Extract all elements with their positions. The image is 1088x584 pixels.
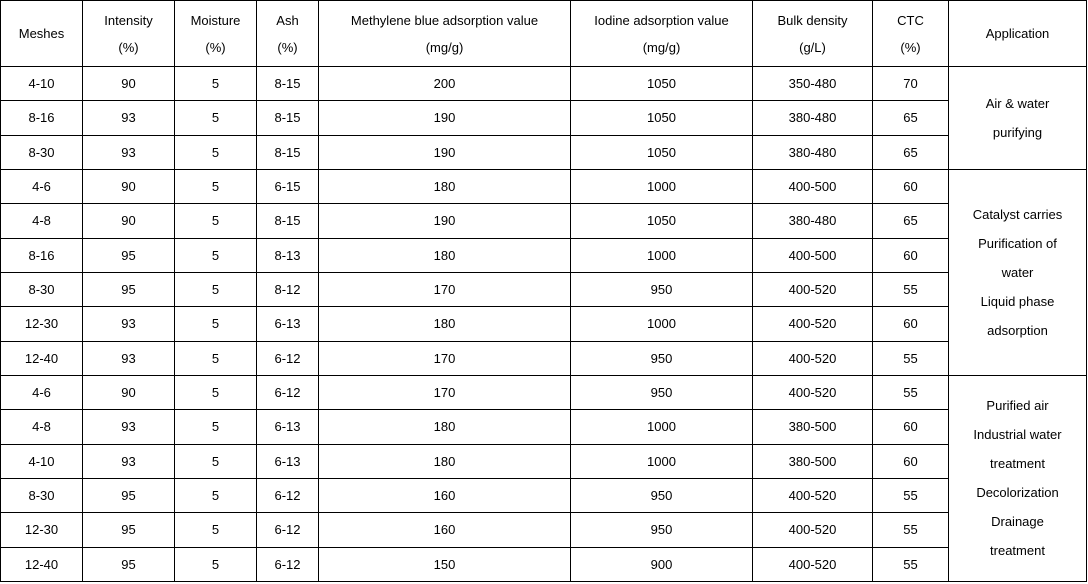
cell-ash: 6-12: [257, 547, 319, 581]
cell-bulk-density: 400-520: [753, 272, 873, 306]
cell-ctc: 65: [873, 204, 949, 238]
cell-intensity: 93: [83, 135, 175, 169]
cell-ctc: 55: [873, 547, 949, 581]
cell-ctc: 55: [873, 513, 949, 547]
cell-methylene-blue: 160: [319, 478, 571, 512]
cell-iodine: 1050: [571, 204, 753, 238]
cell-meshes: 4-10: [1, 444, 83, 478]
cell-intensity: 95: [83, 238, 175, 272]
table-row: [1, 547, 1087, 581]
header-intensity: Intensity (%): [83, 1, 175, 67]
cell-intensity: 95: [83, 547, 175, 581]
application-line: Liquid phase: [980, 293, 1055, 309]
cell-methylene-blue: 200: [319, 67, 571, 101]
cell-ash: 6-13: [257, 444, 319, 478]
cell-methylene-blue: 180: [319, 307, 571, 341]
header-methylene-blue: Methylene blue adsorption value (mg/g): [319, 1, 571, 67]
cell-intensity: 95: [83, 513, 175, 547]
cell-bulk-density: 380-500: [753, 444, 873, 478]
cell-intensity: 95: [83, 272, 175, 306]
cell-intensity: 90: [83, 169, 175, 203]
cell-methylene-blue: 190: [319, 101, 571, 135]
application-line: Air & water: [985, 95, 1050, 111]
cell-meshes: 4-6: [1, 169, 83, 203]
cell-application: [949, 67, 1087, 170]
cell-ctc: 55: [873, 272, 949, 306]
cell-moisture: 5: [175, 67, 257, 101]
cell-ash: 8-13: [257, 238, 319, 272]
cell-iodine: 1050: [571, 135, 753, 169]
cell-ash: 8-15: [257, 67, 319, 101]
application-line: adsorption: [987, 322, 1048, 338]
header-meshes: Meshes: [1, 1, 83, 67]
cell-ctc: 60: [873, 444, 949, 478]
cell-iodine: 950: [571, 375, 753, 409]
table-row: [1, 341, 1087, 375]
cell-ctc: 60: [873, 307, 949, 341]
cell-moisture: 5: [175, 204, 257, 238]
cell-ash: 8-15: [257, 135, 319, 169]
cell-ctc: 65: [873, 135, 949, 169]
table-row: [1, 135, 1087, 169]
cell-ctc: 60: [873, 410, 949, 444]
application-line: Industrial water: [973, 427, 1062, 443]
cell-moisture: 5: [175, 272, 257, 306]
cell-ash: 6-13: [257, 307, 319, 341]
header-ash: Ash (%): [257, 1, 319, 67]
table-row: [1, 272, 1087, 306]
cell-bulk-density: 380-480: [753, 204, 873, 238]
header-bulk-density: Bulk density (g/L): [753, 1, 873, 67]
cell-ctc: 65: [873, 101, 949, 135]
cell-moisture: 5: [175, 375, 257, 409]
cell-moisture: 5: [175, 307, 257, 341]
cell-application: [949, 375, 1087, 581]
cell-methylene-blue: 160: [319, 513, 571, 547]
cell-ctc: 55: [873, 375, 949, 409]
cell-bulk-density: 400-520: [753, 547, 873, 581]
cell-iodine: 950: [571, 341, 753, 375]
cell-ash: 8-12: [257, 272, 319, 306]
cell-meshes: 4-8: [1, 204, 83, 238]
cell-meshes: 4-10: [1, 67, 83, 101]
table-row: [1, 410, 1087, 444]
cell-meshes: 4-6: [1, 375, 83, 409]
cell-iodine: 1000: [571, 238, 753, 272]
cell-intensity: 90: [83, 67, 175, 101]
cell-intensity: 90: [83, 375, 175, 409]
application-line: Catalyst carries: [972, 206, 1063, 222]
cell-ash: 8-15: [257, 204, 319, 238]
header-application: Application: [949, 1, 1087, 67]
cell-iodine: 1000: [571, 410, 753, 444]
table-row: [1, 307, 1087, 341]
cell-iodine: 900: [571, 547, 753, 581]
cell-moisture: 5: [175, 478, 257, 512]
cell-methylene-blue: 180: [319, 238, 571, 272]
cell-meshes: 12-30: [1, 513, 83, 547]
cell-intensity: 93: [83, 341, 175, 375]
cell-ash: 6-13: [257, 410, 319, 444]
cell-moisture: 5: [175, 341, 257, 375]
cell-iodine: 1000: [571, 307, 753, 341]
cell-ctc: 55: [873, 341, 949, 375]
cell-bulk-density: 400-520: [753, 478, 873, 512]
cell-intensity: 95: [83, 478, 175, 512]
cell-meshes: 8-16: [1, 101, 83, 135]
cell-bulk-density: 400-500: [753, 238, 873, 272]
cell-iodine: 1000: [571, 444, 753, 478]
table-row: [1, 444, 1087, 478]
table-row: [1, 101, 1087, 135]
cell-meshes: 8-16: [1, 238, 83, 272]
cell-ash: 6-12: [257, 375, 319, 409]
cell-intensity: 93: [83, 410, 175, 444]
cell-methylene-blue: 190: [319, 204, 571, 238]
table-row: [1, 204, 1087, 238]
cell-bulk-density: 400-520: [753, 375, 873, 409]
cell-moisture: 5: [175, 169, 257, 203]
cell-ash: 8-15: [257, 101, 319, 135]
application-line: treatment: [990, 543, 1045, 559]
cell-ash: 6-12: [257, 341, 319, 375]
cell-bulk-density: 350-480: [753, 67, 873, 101]
cell-intensity: 90: [83, 204, 175, 238]
cell-moisture: 5: [175, 444, 257, 478]
cell-methylene-blue: 180: [319, 169, 571, 203]
cell-moisture: 5: [175, 135, 257, 169]
cell-bulk-density: 380-480: [753, 101, 873, 135]
cell-bulk-density: 400-520: [753, 513, 873, 547]
cell-moisture: 5: [175, 101, 257, 135]
table-row: [1, 169, 1087, 203]
table-row: [1, 375, 1087, 409]
cell-ctc: 60: [873, 169, 949, 203]
cell-intensity: 93: [83, 101, 175, 135]
application-line: Decolorization: [976, 485, 1059, 501]
cell-ctc: 70: [873, 67, 949, 101]
cell-ctc: 55: [873, 478, 949, 512]
cell-moisture: 5: [175, 547, 257, 581]
cell-meshes: 8-30: [1, 272, 83, 306]
cell-iodine: 1050: [571, 67, 753, 101]
cell-methylene-blue: 180: [319, 410, 571, 444]
application-line: treatment: [990, 456, 1045, 472]
header-row: [1, 1, 1087, 67]
cell-iodine: 950: [571, 478, 753, 512]
cell-methylene-blue: 180: [319, 444, 571, 478]
cell-bulk-density: 400-520: [753, 307, 873, 341]
cell-meshes: 4-8: [1, 410, 83, 444]
cell-meshes: 12-40: [1, 547, 83, 581]
header-moisture: Moisture (%): [175, 1, 257, 67]
cell-bulk-density: 400-500: [753, 169, 873, 203]
cell-methylene-blue: 170: [319, 375, 571, 409]
application-line: Drainage: [991, 514, 1044, 530]
cell-application: [949, 169, 1087, 375]
table-row: [1, 238, 1087, 272]
table-body: [1, 67, 1087, 582]
application-line: Purified air: [986, 398, 1049, 414]
header-ctc: CTC (%): [873, 1, 949, 67]
table-row: [1, 67, 1087, 101]
cell-intensity: 93: [83, 307, 175, 341]
cell-meshes: 12-40: [1, 341, 83, 375]
cell-iodine: 950: [571, 272, 753, 306]
cell-moisture: 5: [175, 238, 257, 272]
header-iodine: Iodine adsorption value (mg/g): [571, 1, 753, 67]
cell-meshes: 8-30: [1, 135, 83, 169]
cell-iodine: 1000: [571, 169, 753, 203]
cell-meshes: 8-30: [1, 478, 83, 512]
cell-moisture: 5: [175, 410, 257, 444]
cell-iodine: 950: [571, 513, 753, 547]
cell-methylene-blue: 150: [319, 547, 571, 581]
cell-ctc: 60: [873, 238, 949, 272]
cell-methylene-blue: 170: [319, 341, 571, 375]
cell-iodine: 1050: [571, 101, 753, 135]
cell-bulk-density: 380-500: [753, 410, 873, 444]
cell-intensity: 93: [83, 444, 175, 478]
cell-methylene-blue: 190: [319, 135, 571, 169]
cell-bulk-density: 400-520: [753, 341, 873, 375]
application-line: purifying: [992, 124, 1043, 140]
cell-meshes: 12-30: [1, 307, 83, 341]
cell-ash: 6-12: [257, 513, 319, 547]
application-line: water: [1001, 264, 1034, 280]
table-row: [1, 513, 1087, 547]
application-line: Purification of: [978, 235, 1057, 251]
cell-ash: 6-12: [257, 478, 319, 512]
cell-bulk-density: 380-480: [753, 135, 873, 169]
cell-ash: 6-15: [257, 169, 319, 203]
cell-moisture: 5: [175, 513, 257, 547]
table-row: [1, 478, 1087, 512]
cell-methylene-blue: 170: [319, 272, 571, 306]
